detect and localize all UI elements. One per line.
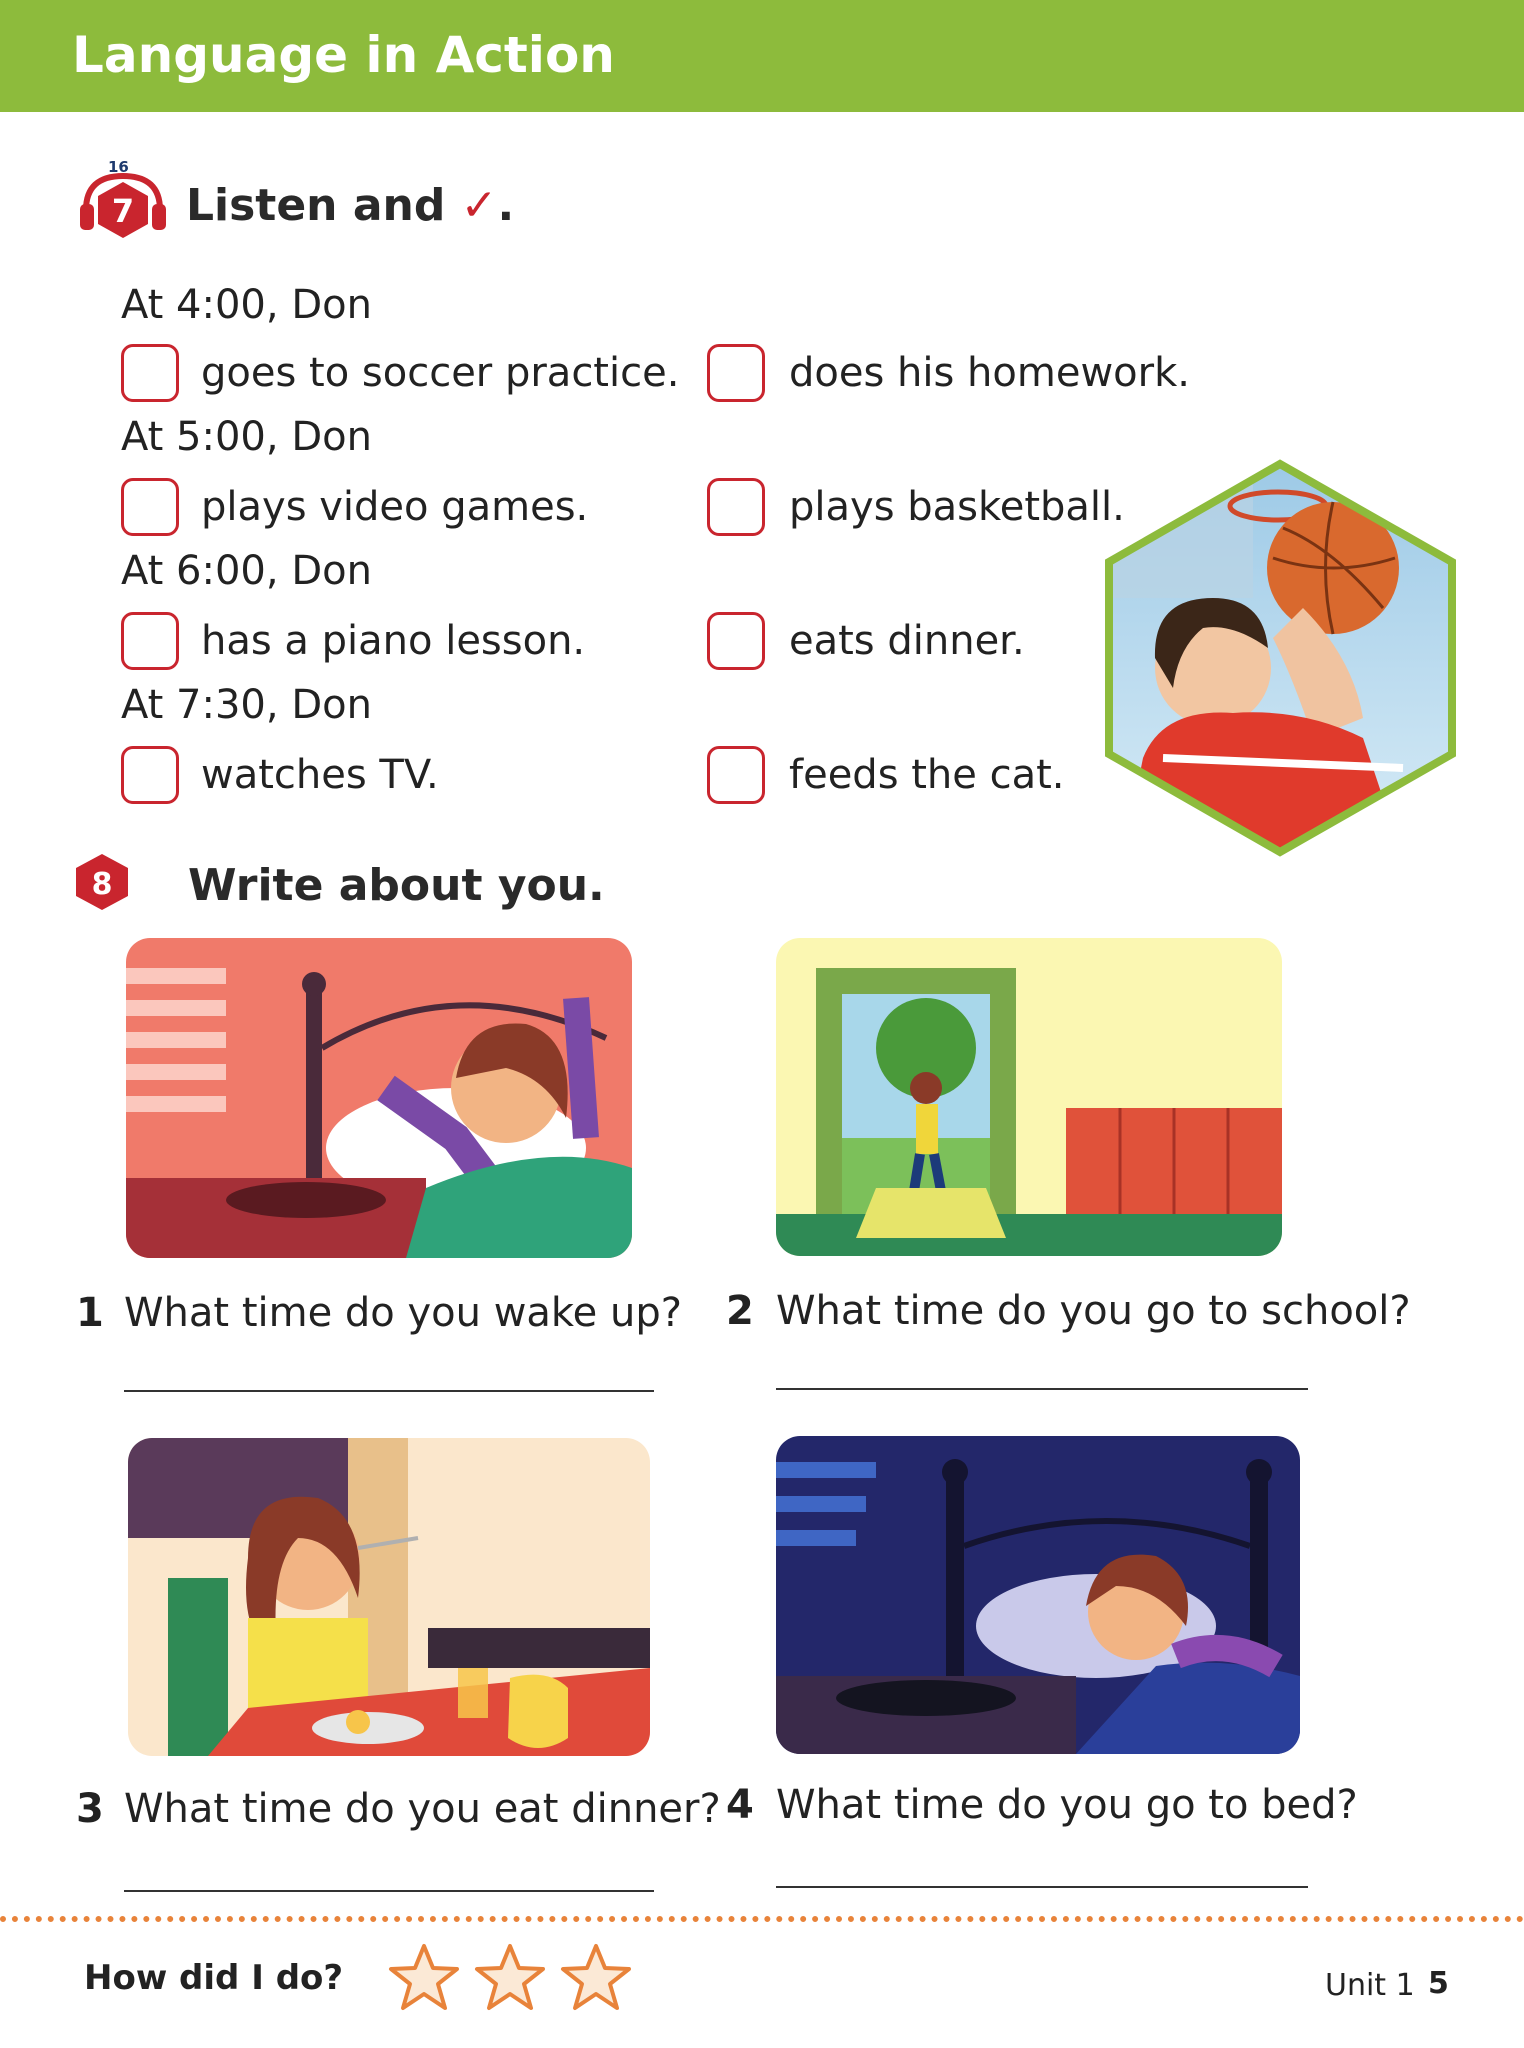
option-label: feeds the cat. xyxy=(789,752,1065,798)
go-to-school-illustration xyxy=(776,938,1282,1256)
answer-line-1[interactable] xyxy=(124,1390,654,1392)
checkbox[interactable] xyxy=(707,746,765,804)
exercise-8-number: 8 xyxy=(91,867,113,902)
exercise-7-number: 7 xyxy=(111,192,135,230)
unit-label: Unit 1 xyxy=(1325,1968,1415,2003)
time-label-4: At 7:30, Don xyxy=(121,682,372,728)
option-label: eats dinner. xyxy=(789,618,1025,664)
exercise-7-title xyxy=(186,180,514,231)
eat-dinner-illustration xyxy=(128,1438,650,1756)
option-label: has a piano lesson. xyxy=(201,618,586,664)
option-label: goes to soccer practice. xyxy=(201,350,680,396)
option-label: plays basketball. xyxy=(789,484,1125,530)
time-label-1: At 4:00, Don xyxy=(121,282,372,328)
dotted-divider xyxy=(0,1916,1524,1922)
question-3-text: What time do you eat dinner? xyxy=(124,1786,721,1832)
question-2-number: 2 xyxy=(726,1288,754,1334)
answer-line-3[interactable] xyxy=(124,1890,654,1892)
time-label-2: At 5:00, Don xyxy=(121,414,372,460)
question-4-number: 4 xyxy=(726,1782,754,1828)
go-to-bed-illustration xyxy=(776,1436,1300,1754)
star-icon[interactable] xyxy=(388,1942,460,2012)
exercise-7-title-period: . xyxy=(497,180,515,231)
checkbox[interactable] xyxy=(121,478,179,536)
checkmark-icon: ✓ xyxy=(460,180,498,231)
header-banner xyxy=(0,0,1524,112)
option-label: does his homework. xyxy=(789,350,1190,396)
audio-track-number: 16 xyxy=(108,158,129,176)
page-number: 5 xyxy=(1428,1966,1449,2001)
answer-line-2[interactable] xyxy=(776,1388,1308,1390)
option-label: plays video games. xyxy=(201,484,589,530)
answer-line-4[interactable] xyxy=(776,1886,1308,1888)
star-icon[interactable] xyxy=(474,1942,546,2012)
wake-up-illustration xyxy=(126,938,632,1258)
time-label-3: At 6:00, Don xyxy=(121,548,372,594)
exercise-8-badge xyxy=(72,852,132,912)
question-4-text: What time do you go to bed? xyxy=(776,1782,1358,1828)
question-1-text: What time do you wake up? xyxy=(124,1290,682,1336)
exercise-7-title-text: Listen and xyxy=(186,180,446,231)
checkbox[interactable] xyxy=(707,478,765,536)
star-icon[interactable] xyxy=(560,1942,632,2012)
page-title: Language in Action xyxy=(72,26,615,84)
checkbox[interactable] xyxy=(707,344,765,402)
option-label: watches TV. xyxy=(201,752,439,798)
question-2-text: What time do you go to school? xyxy=(776,1288,1411,1334)
question-3-number: 3 xyxy=(76,1786,104,1832)
question-1-number: 1 xyxy=(76,1290,104,1336)
headphones-icon[interactable] xyxy=(78,170,168,240)
checkbox[interactable] xyxy=(121,344,179,402)
checkbox[interactable] xyxy=(121,612,179,670)
how-did-i-do-label: How did I do? xyxy=(84,1958,344,1998)
exercise-8-title: Write about you. xyxy=(188,860,605,911)
basketball-boy-photo xyxy=(1103,458,1458,858)
checkbox[interactable] xyxy=(707,612,765,670)
checkbox[interactable] xyxy=(121,746,179,804)
